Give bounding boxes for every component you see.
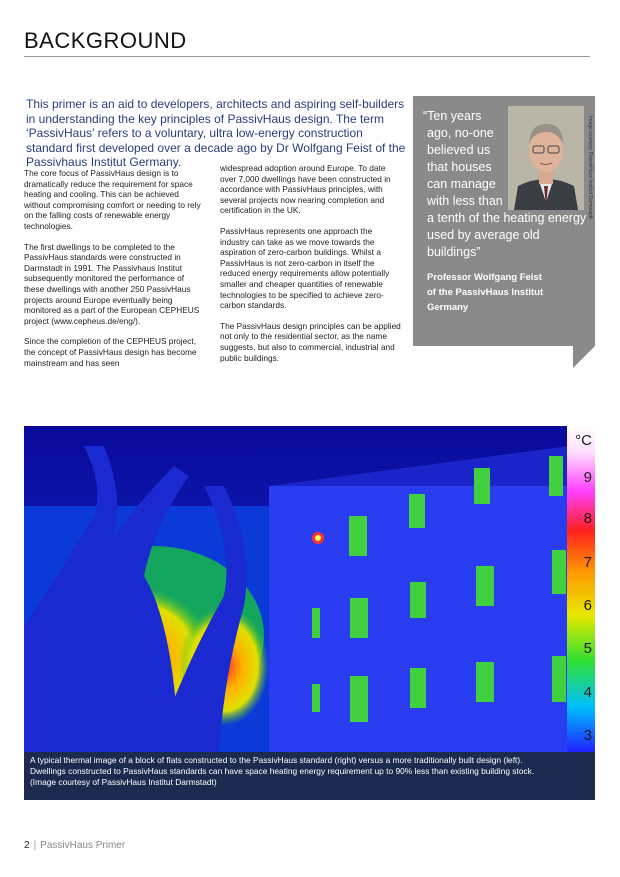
body-paragraph: The first dwellings to be completed to the PassivHaus standards were constructed in Darmstadt in 1991. The Passivhaus Institut subsequently monitored the performance of these dwellings with another 250 PassivHaus projects around Europe eventually being monitored as a part of the European CEPHEUS project (www.cepheus.de/eng/). xyxy=(24,241,200,326)
quote-line: ago, no-one xyxy=(427,126,494,140)
scale-tick-label: 9 xyxy=(583,469,592,486)
page-footer xyxy=(24,840,125,851)
attribution-line: Germany xyxy=(427,302,469,313)
page-number: 2 xyxy=(24,840,30,851)
body-paragraph: PassivHaus represents one approach the industry can take as we move towards the aspiration of zero-carbon buildings. Whilst a PassivHaus is not zero-carbon in itself the reduced energy requirements allow potentially smaller and cheaper quantities of renewable technologies to be specified to achieve zero-carbon standards. xyxy=(220,225,390,311)
attribution-line: Professor Wolfgang Feist xyxy=(427,272,542,283)
heading-rule xyxy=(24,56,590,57)
quote-line: used by average old buildings” xyxy=(427,228,540,259)
image-caption xyxy=(24,752,595,800)
pull-quote-text xyxy=(423,108,591,261)
scale-tick-label: 8 xyxy=(583,510,592,527)
body-column-right xyxy=(220,163,402,373)
footer-separator: | xyxy=(33,840,37,851)
thermal-photo xyxy=(24,426,595,752)
body-column-left xyxy=(24,168,206,378)
scale-tick-label: 6 xyxy=(583,597,592,614)
pull-quote-box xyxy=(413,96,595,346)
quote-line: with less than xyxy=(427,194,503,208)
body-paragraph: The core focus of PassivHaus design is to dramatically reduce the requirement for space heating and cooling. This can be achieved without compromising comfort or needing to rely on the falling costs of renewable energy technologies. xyxy=(24,168,201,231)
attribution-line: of the PassivHaus Institut xyxy=(427,287,544,298)
scale-unit-label: °C xyxy=(575,432,592,449)
quote-line: can manage xyxy=(427,177,496,191)
quote-line: that houses xyxy=(427,160,492,174)
scale-tick-label: 5 xyxy=(583,640,592,657)
scale-tick-label: 3 xyxy=(583,727,592,744)
photo-credit: Image courtesy PassivHaus Institut Darmstadt xyxy=(587,116,593,219)
body-paragraph: Since the completion of the CEPHEUS project, the concept of PassivHaus design has become mainstream and has seen xyxy=(24,336,197,368)
caption-line: Dwellings constructed to PassivHaus standards can have space heating energy requirement up to 90% less than existing building stock. xyxy=(30,766,535,776)
quote-line: a tenth of the heating energy xyxy=(427,211,587,225)
caption-line: A typical thermal image of a block of flats constructed to the PassivHaus standard (right) versus a more traditionally built design (left). xyxy=(30,755,523,765)
caption-line: (Image courtesy of PassivHaus Institut Darmstadt) xyxy=(30,777,217,787)
scale-tick-label: 7 xyxy=(583,554,592,571)
quote-line: “Ten years xyxy=(423,109,482,123)
quote-line: believed us xyxy=(427,143,491,157)
quote-attribution xyxy=(427,270,577,315)
body-paragraph: The PassivHaus design principles can be applied not only to the residential sector, as the name suggests, but also to commercial, industrial and public buildings. xyxy=(220,320,401,363)
body-paragraph: widespread adoption around Europe. To date over 7,000 dwellings have been constructed in accordance with PassivHaus principles, with several projects now nearing completion and certification in the UK. xyxy=(220,163,391,216)
scale-tick-label: 4 xyxy=(583,684,592,701)
footer-title: PassivHaus Primer xyxy=(40,840,126,851)
thermal-image xyxy=(24,426,595,800)
intro-paragraph: This primer is an aid to developers, architects and aspiring self-builders in understanding the key principles of PassivHaus design. The term ‘PassivHaus’ refers to a voluntary, ultra low-energy construction standard first developed over a decade ago by Dr Wolfgang Feist of the Passivhaus Institut Germany. xyxy=(26,97,406,169)
page-heading: BACKGROUND xyxy=(24,28,187,53)
